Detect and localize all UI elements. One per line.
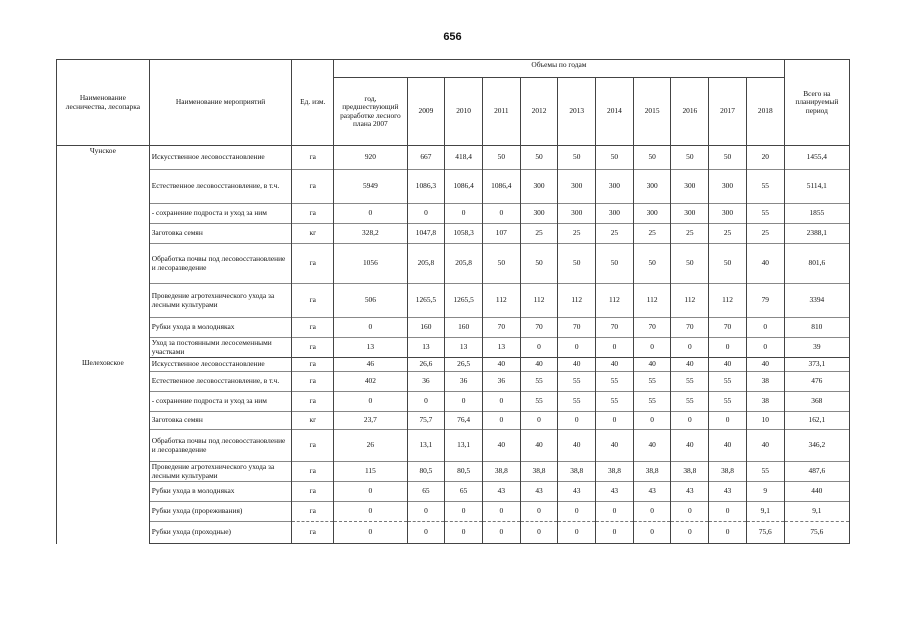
value-cell: 0 (334, 318, 407, 338)
value-cell: 0 (482, 502, 520, 522)
value-cell: 0 (558, 502, 596, 522)
value-cell: 43 (596, 482, 634, 502)
value-cell: 0 (445, 204, 483, 224)
value-cell: 43 (520, 482, 558, 502)
value-cell: 50 (671, 244, 709, 284)
header-volumes: Объемы по годам (334, 60, 784, 78)
value-cell: 13,1 (407, 430, 445, 462)
value-cell: 38,8 (709, 462, 747, 482)
value-cell: 0 (671, 522, 709, 544)
value-cell: 0 (407, 204, 445, 224)
value-cell: 50 (596, 146, 634, 170)
value-cell: 55 (558, 392, 596, 412)
unit-cell: га (292, 284, 334, 318)
total-cell: 5114,1 (784, 170, 849, 204)
value-cell: 0 (596, 412, 634, 430)
value-cell: 667 (407, 146, 445, 170)
unit-cell: га (292, 372, 334, 392)
value-cell: 40 (746, 358, 784, 372)
total-cell: 368 (784, 392, 849, 412)
value-cell: 70 (633, 318, 671, 338)
value-cell: 300 (558, 204, 596, 224)
value-cell: 205,8 (407, 244, 445, 284)
table-row (57, 412, 850, 430)
unit-cell: га (292, 204, 334, 224)
activity-name: Искусственное лесовосстановление (149, 358, 292, 372)
value-cell: 112 (520, 284, 558, 318)
value-cell: 0 (671, 338, 709, 358)
value-cell: 40 (746, 430, 784, 462)
value-cell: 80,5 (407, 462, 445, 482)
table-row (57, 284, 850, 318)
table-row (57, 462, 850, 482)
table-row (57, 502, 850, 522)
table-row (57, 522, 850, 544)
value-cell: 0 (558, 412, 596, 430)
activity-name: - сохранение подроста и уход за ним (149, 392, 292, 412)
value-cell: 0 (445, 502, 483, 522)
value-cell: 38,8 (633, 462, 671, 482)
value-cell: 0 (482, 522, 520, 544)
value-cell: 13 (407, 338, 445, 358)
value-cell: 43 (633, 482, 671, 502)
value-cell: 55 (596, 392, 634, 412)
value-cell: 0 (334, 482, 407, 502)
unit-cell: га (292, 318, 334, 338)
header-year: 2009 (407, 78, 445, 146)
total-cell: 9,1 (784, 502, 849, 522)
header-forestry: Наименование лесничества, лесопарка (57, 60, 150, 146)
value-cell: 55 (633, 392, 671, 412)
value-cell: 50 (709, 244, 747, 284)
value-cell: 10 (746, 412, 784, 430)
value-cell: 5949 (334, 170, 407, 204)
value-cell: 300 (671, 204, 709, 224)
value-cell: 40 (633, 358, 671, 372)
value-cell: 75,6 (746, 522, 784, 544)
value-cell: 55 (746, 462, 784, 482)
value-cell: 0 (633, 338, 671, 358)
value-cell: 50 (520, 146, 558, 170)
page-number: 656 (443, 31, 462, 43)
value-cell: 205,8 (445, 244, 483, 284)
value-cell: 112 (709, 284, 747, 318)
value-cell: 70 (709, 318, 747, 338)
value-cell: 13,1 (445, 430, 483, 462)
table-row (57, 392, 850, 412)
table-row (57, 372, 850, 392)
value-cell: 46 (334, 358, 407, 372)
value-cell: 0 (482, 392, 520, 412)
value-cell: 0 (482, 412, 520, 430)
value-cell: 38 (746, 392, 784, 412)
value-cell: 50 (520, 244, 558, 284)
value-cell: 0 (633, 412, 671, 430)
total-cell: 3394 (784, 284, 849, 318)
unit-cell: га (292, 502, 334, 522)
header-total: Всего на планируемый период (784, 60, 849, 146)
header-year: 2014 (596, 78, 634, 146)
unit-cell: кг (292, 224, 334, 244)
value-cell: 26,5 (445, 358, 483, 372)
value-cell: 9 (746, 482, 784, 502)
total-cell: 476 (784, 372, 849, 392)
value-cell: 79 (746, 284, 784, 318)
value-cell: 300 (520, 204, 558, 224)
header-year: 2017 (709, 78, 747, 146)
total-cell: 1455,4 (784, 146, 849, 170)
value-cell: 0 (558, 338, 596, 358)
value-cell: 300 (633, 204, 671, 224)
unit-cell: га (292, 392, 334, 412)
value-cell: 38,8 (558, 462, 596, 482)
value-cell: 160 (445, 318, 483, 338)
value-cell: 1047,8 (407, 224, 445, 244)
value-cell: 1086,4 (445, 170, 483, 204)
value-cell: 40 (709, 358, 747, 372)
value-cell: 418,4 (445, 146, 483, 170)
total-cell: 162,1 (784, 412, 849, 430)
value-cell: 112 (558, 284, 596, 318)
value-cell: 25 (746, 224, 784, 244)
value-cell: 50 (558, 146, 596, 170)
value-cell: 920 (334, 146, 407, 170)
value-cell: 36 (445, 372, 483, 392)
value-cell: 50 (596, 244, 634, 284)
value-cell: 0 (709, 412, 747, 430)
value-cell: 38,8 (482, 462, 520, 482)
table-body (57, 146, 850, 544)
value-cell: 300 (709, 204, 747, 224)
value-cell: 0 (407, 522, 445, 544)
activity-name: - сохранение подроста и уход за ним (149, 204, 292, 224)
total-cell: 39 (784, 338, 849, 358)
value-cell: 55 (520, 372, 558, 392)
value-cell: 0 (558, 522, 596, 544)
table-row (57, 146, 850, 170)
value-cell: 112 (482, 284, 520, 318)
unit-cell: га (292, 170, 334, 204)
value-cell: 55 (746, 170, 784, 204)
unit-cell: га (292, 522, 334, 544)
value-cell: 0 (520, 338, 558, 358)
value-cell: 112 (671, 284, 709, 318)
value-cell: 0 (633, 502, 671, 522)
value-cell: 55 (709, 372, 747, 392)
total-cell: 75,6 (784, 522, 849, 544)
value-cell: 112 (633, 284, 671, 318)
activity-name: Заготовка семян (149, 412, 292, 430)
value-cell: 40 (596, 358, 634, 372)
value-cell: 0 (746, 318, 784, 338)
header-activity: Наименование мероприятий (149, 60, 292, 146)
value-cell: 300 (633, 170, 671, 204)
value-cell: 43 (558, 482, 596, 502)
table-row (57, 318, 850, 338)
value-cell: 43 (709, 482, 747, 502)
value-cell: 107 (482, 224, 520, 244)
unit-cell: га (292, 244, 334, 284)
value-cell: 40 (520, 430, 558, 462)
value-cell: 40 (558, 430, 596, 462)
value-cell: 506 (334, 284, 407, 318)
value-cell: 0 (334, 502, 407, 522)
value-cell: 13 (482, 338, 520, 358)
value-cell: 43 (482, 482, 520, 502)
value-cell: 70 (671, 318, 709, 338)
value-cell: 0 (596, 338, 634, 358)
value-cell: 0 (633, 522, 671, 544)
value-cell: 0 (746, 338, 784, 358)
value-cell: 13 (334, 338, 407, 358)
header-year: 2011 (482, 78, 520, 146)
value-cell: 0 (445, 522, 483, 544)
value-cell: 70 (558, 318, 596, 338)
unit-cell: га (292, 430, 334, 462)
unit-cell: га (292, 462, 334, 482)
total-cell: 440 (784, 482, 849, 502)
table-header (57, 60, 850, 146)
value-cell: 0 (407, 502, 445, 522)
value-cell: 55 (558, 372, 596, 392)
unit-cell: га (292, 358, 334, 372)
value-cell: 70 (520, 318, 558, 338)
value-cell: 25 (671, 224, 709, 244)
activity-name: Заготовка семян (149, 224, 292, 244)
value-cell: 0 (596, 522, 634, 544)
activity-name: Искусственное лесовосстановление (149, 146, 292, 170)
activity-name: Обработка почвы под лесовосстановление и лесоразведение (149, 430, 292, 462)
forestry-name: Чунское (57, 146, 150, 358)
value-cell: 38,8 (671, 462, 709, 482)
value-cell: 36 (482, 372, 520, 392)
value-cell: 50 (558, 244, 596, 284)
value-cell: 40 (558, 358, 596, 372)
value-cell: 50 (482, 146, 520, 170)
value-cell: 0 (709, 502, 747, 522)
table-row (57, 482, 850, 502)
value-cell: 1058,3 (445, 224, 483, 244)
activity-name: Обработка почвы под лесовосстановление и лесоразведение (149, 244, 292, 284)
value-cell: 300 (709, 170, 747, 204)
table-row (57, 170, 850, 204)
header-year: 2012 (520, 78, 558, 146)
value-cell: 26 (334, 430, 407, 462)
value-cell: 25 (558, 224, 596, 244)
value-cell: 20 (746, 146, 784, 170)
value-cell: 300 (520, 170, 558, 204)
forestry-name: Шелеховское (57, 358, 150, 544)
total-cell: 346,2 (784, 430, 849, 462)
value-cell: 0 (407, 392, 445, 412)
value-cell: 0 (671, 412, 709, 430)
unit-cell: га (292, 146, 334, 170)
activity-name: Рубки ухода (прореживания) (149, 502, 292, 522)
value-cell: 38,8 (520, 462, 558, 482)
value-cell: 40 (596, 430, 634, 462)
unit-cell: кг (292, 412, 334, 430)
value-cell: 55 (709, 392, 747, 412)
header-year: 2016 (671, 78, 709, 146)
table-row (57, 338, 850, 358)
value-cell: 0 (334, 204, 407, 224)
value-cell: 0 (520, 522, 558, 544)
value-cell: 40 (671, 430, 709, 462)
value-cell: 300 (596, 170, 634, 204)
value-cell: 1086,3 (407, 170, 445, 204)
value-cell: 1265,5 (445, 284, 483, 318)
value-cell: 0 (596, 502, 634, 522)
unit-cell: га (292, 482, 334, 502)
value-cell: 0 (334, 522, 407, 544)
value-cell: 40 (520, 358, 558, 372)
value-cell: 115 (334, 462, 407, 482)
value-cell: 55 (746, 204, 784, 224)
total-cell: 1855 (784, 204, 849, 224)
value-cell: 1086,4 (482, 170, 520, 204)
activity-name: Рубки ухода в молодняках (149, 482, 292, 502)
total-cell: 801,6 (784, 244, 849, 284)
value-cell: 1056 (334, 244, 407, 284)
value-cell: 40 (482, 430, 520, 462)
value-cell: 0 (709, 522, 747, 544)
table-row (57, 204, 850, 224)
value-cell: 75,7 (407, 412, 445, 430)
forest-activities-table (56, 59, 850, 544)
value-cell: 40 (482, 358, 520, 372)
value-cell: 55 (633, 372, 671, 392)
activity-name: Уход за постоянными лесосеменными участками (149, 338, 292, 358)
total-cell: 810 (784, 318, 849, 338)
value-cell: 55 (671, 372, 709, 392)
table-row (57, 430, 850, 462)
table-row (57, 244, 850, 284)
activity-name: Проведение агротехнического ухода за лесными культурами (149, 284, 292, 318)
value-cell: 300 (671, 170, 709, 204)
value-cell: 23,7 (334, 412, 407, 430)
table-row (57, 358, 850, 372)
value-cell: 65 (445, 482, 483, 502)
value-cell: 300 (558, 170, 596, 204)
value-cell: 50 (671, 146, 709, 170)
value-cell: 13 (445, 338, 483, 358)
value-cell: 50 (633, 244, 671, 284)
table-row (57, 224, 850, 244)
value-cell: 50 (709, 146, 747, 170)
value-cell: 50 (482, 244, 520, 284)
value-cell: 328,2 (334, 224, 407, 244)
value-cell: 9,1 (746, 502, 784, 522)
value-cell: 112 (596, 284, 634, 318)
value-cell: 36 (407, 372, 445, 392)
value-cell: 25 (709, 224, 747, 244)
header-year: 2018 (746, 78, 784, 146)
activity-name: Рубки ухода (проходные) (149, 522, 292, 544)
value-cell: 38,8 (596, 462, 634, 482)
total-cell: 373,1 (784, 358, 849, 372)
value-cell: 65 (407, 482, 445, 502)
activity-name: Рубки ухода в молодняках (149, 318, 292, 338)
unit-cell: га (292, 338, 334, 358)
value-cell: 26,6 (407, 358, 445, 372)
activity-name: Естественное лесовосстановление, в т.ч. (149, 372, 292, 392)
value-cell: 0 (520, 502, 558, 522)
value-cell: 40 (709, 430, 747, 462)
value-cell: 55 (596, 372, 634, 392)
value-cell: 55 (671, 392, 709, 412)
value-cell: 25 (520, 224, 558, 244)
value-cell: 402 (334, 372, 407, 392)
value-cell: 0 (709, 338, 747, 358)
value-cell: 70 (596, 318, 634, 338)
value-cell: 0 (671, 502, 709, 522)
value-cell: 43 (671, 482, 709, 502)
value-cell: 160 (407, 318, 445, 338)
value-cell: 55 (520, 392, 558, 412)
value-cell: 1265,5 (407, 284, 445, 318)
value-cell: 40 (633, 430, 671, 462)
value-cell: 76,4 (445, 412, 483, 430)
value-cell: 0 (482, 204, 520, 224)
value-cell: 50 (633, 146, 671, 170)
value-cell: 25 (596, 224, 634, 244)
total-cell: 487,6 (784, 462, 849, 482)
value-cell: 25 (633, 224, 671, 244)
value-cell: 38 (746, 372, 784, 392)
value-cell: 40 (746, 244, 784, 284)
header-unit: Ед. изм. (292, 60, 334, 146)
header-year: 2013 (558, 78, 596, 146)
value-cell: 0 (334, 392, 407, 412)
value-cell: 80,5 (445, 462, 483, 482)
activity-name: Естественное лесовосстановление, в т.ч. (149, 170, 292, 204)
activity-name: Проведение агротехнического ухода за лесными культурами (149, 462, 292, 482)
value-cell: 40 (671, 358, 709, 372)
value-cell: 0 (520, 412, 558, 430)
value-cell: 0 (445, 392, 483, 412)
header-prev-year: год, предшествующий разработке лесного плана 2007 (334, 78, 407, 146)
value-cell: 300 (596, 204, 634, 224)
total-cell: 2388,1 (784, 224, 849, 244)
header-year: 2015 (633, 78, 671, 146)
header-year: 2010 (445, 78, 483, 146)
value-cell: 70 (482, 318, 520, 338)
